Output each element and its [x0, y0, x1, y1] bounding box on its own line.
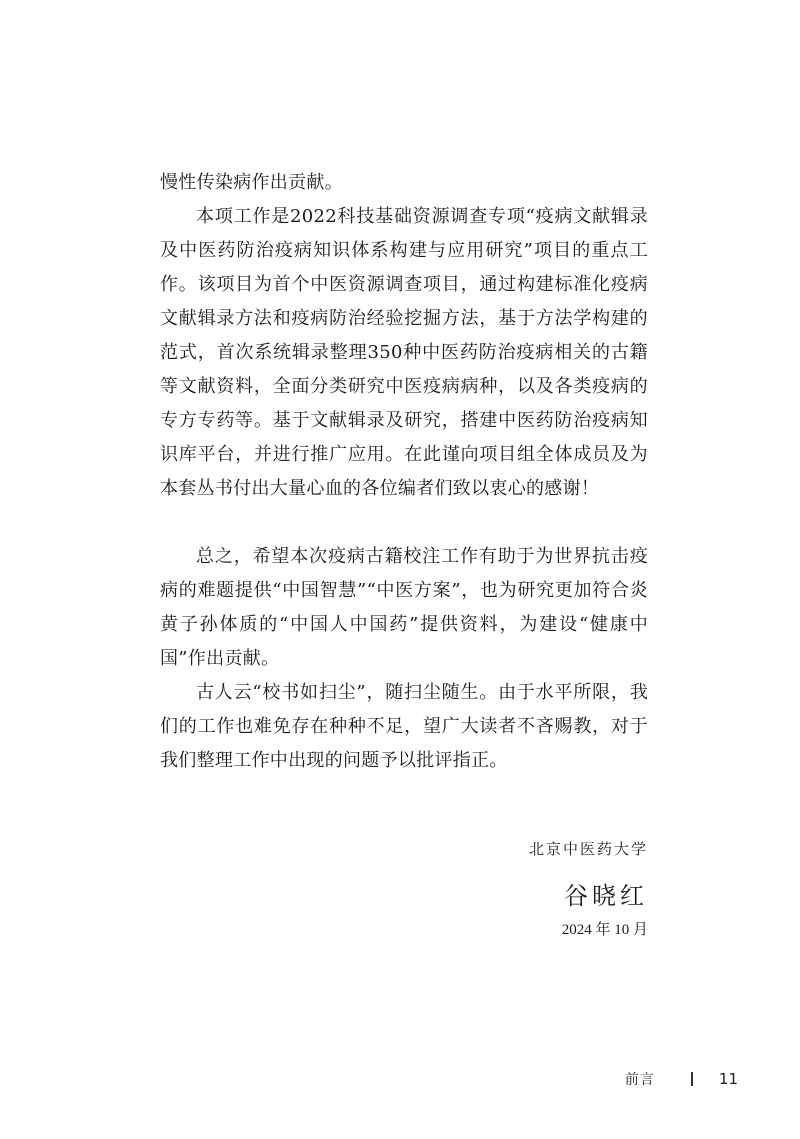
body-paragraph-closing: 古人云“校书如扫尘”，随扫尘随生。由于水平所限，我们的工作也难免存在种种不足，望广大读者不吝赐教，对于我们整理工作中出现的问题予以批评指正。: [160, 682, 648, 771]
signature-name: 谷晓红: [564, 882, 648, 910]
footer-divider: [691, 1072, 693, 1086]
page-number: 11: [718, 1070, 738, 1088]
signature-organization: 北京中医药大学: [528, 840, 648, 858]
body-paragraph-summary: 总之，希望本次疫病古籍校注工作有助于为世界抗击疫病的难题提供“中国智慧”“中医方案”，也为研究更加符合炎黄子孙体质的“中国人中国药”提供资料，为建设“健康中国”作出贡献。: [160, 546, 648, 669]
signature-date: 2024 年 10 月: [561, 922, 648, 938]
body-paragraph-project: 本项工作是2022科技基础资源调查专项“疫病文献辑录及中医药防治疫病知识体系构建与应用研究”项目的重点工作。该项目为首个中医资源调查项目，通过构建标准化疫病文献辑录方法和疫病防治经验挖掘方法，基于方法学构建的范式，首次系统辑录整理350种中医药防治疫病相关的古籍等文献资料，全面分类研究中医疫病病种，以及各类疫病的专方专药等。基于文献辑录及研究，搭建中医药防治疫病知识库平台，并进行推广应用。在此谨向项目组全体成员及为本套丛书付出大量心血的各位编者们致以衷心的感谢！: [160, 206, 648, 499]
body-paragraph-continuation: 慢性传染病作出贡献。: [160, 172, 343, 193]
footer-section-title: 前言: [624, 1072, 655, 1088]
page-footer: [625, 1069, 738, 1089]
